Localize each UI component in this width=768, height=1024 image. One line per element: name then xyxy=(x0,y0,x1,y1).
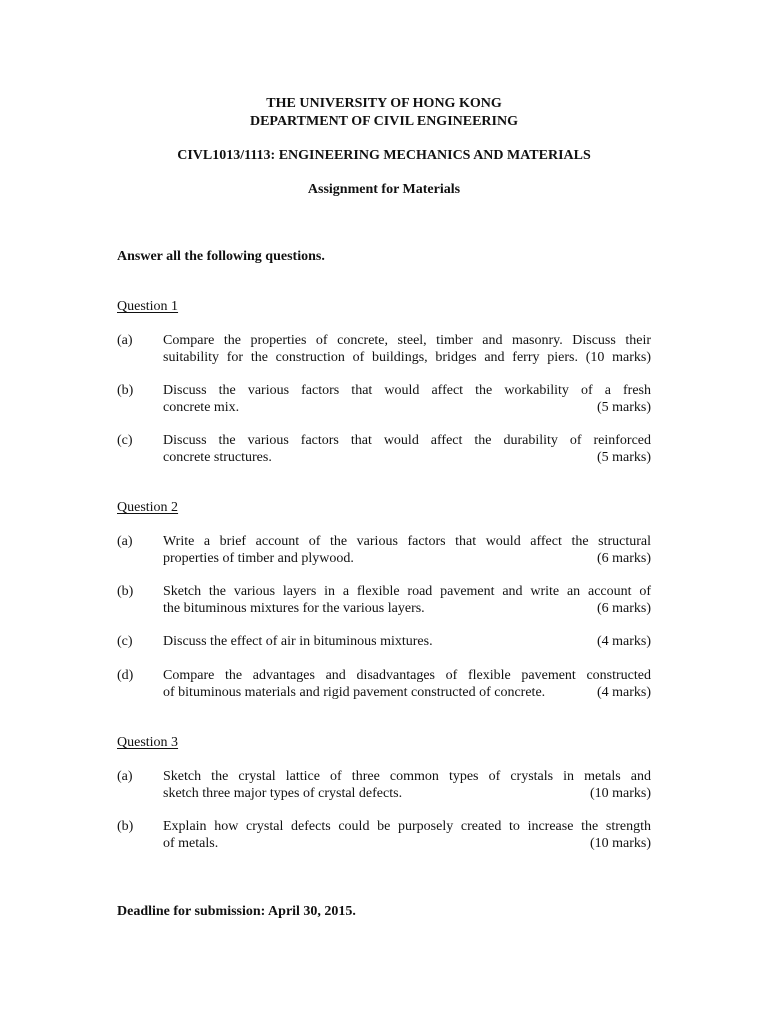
item-letter: (a) xyxy=(117,534,133,549)
item-text-line-2: of bituminous materials and rigid pavement constructed of concrete. xyxy=(163,685,546,700)
item-text-line-2: of metals. xyxy=(163,836,219,851)
item-letter: (a) xyxy=(117,333,133,348)
item-letter: (d) xyxy=(117,668,134,683)
item-text-line-1: Compare the properties of concrete, steel, timber and masonry. Discuss their xyxy=(163,333,651,348)
item-letter: (c) xyxy=(117,433,133,448)
item-text-line-1: Write a brief account of the various factors that would affect the structural xyxy=(163,534,651,549)
item-text-line-1: Compare the advantages and disadvantages of flexible pavement constructed xyxy=(163,668,651,683)
item-text-line-1: Discuss the various factors that would affect the durability of reinforced xyxy=(163,433,651,448)
item-text-line-1: Discuss the effect of air in bituminous mixtures. xyxy=(163,634,433,649)
assignment-title: Assignment for Materials xyxy=(307,182,461,197)
item-marks: (4 marks) xyxy=(596,685,651,700)
item-letter: (a) xyxy=(117,769,133,784)
item-text-line-1: Explain how crystal defects could be purposely created to increase the strength xyxy=(163,819,651,834)
item-text-line-2: the bituminous mixtures for the various layers. xyxy=(163,601,425,616)
item-letter: (b) xyxy=(117,584,134,599)
question-1-heading: Question 1 xyxy=(117,299,179,314)
item-text-line-2: concrete structures. xyxy=(163,450,272,465)
item-text-line-2: properties of timber and plywood. xyxy=(163,551,354,566)
item-text-line-1: Sketch the various layers in a flexible road pavement and write an account of xyxy=(163,584,651,599)
item-letter: (b) xyxy=(117,383,134,398)
item-letter: (b) xyxy=(117,819,134,834)
item-text-line-2: concrete mix. xyxy=(163,400,240,415)
item-marks: (4 marks) xyxy=(596,634,651,649)
university-title: THE UNIVERSITY OF HONG KONG xyxy=(266,96,502,111)
item-marks: (10 marks) xyxy=(589,786,651,801)
item-marks: (6 marks) xyxy=(596,551,651,566)
deadline-text: Deadline for submission: April 30, 2015. xyxy=(117,904,356,919)
question-2-heading: Question 2 xyxy=(117,500,179,515)
item-text-line-2: sketch three major types of crystal defects. xyxy=(163,786,403,801)
item-text-line-1: Discuss the various factors that would affect the workability of a fresh xyxy=(163,383,651,398)
item-letter: (c) xyxy=(117,634,133,649)
course-title: CIVL1013/1113: ENGINEERING MECHANICS AND MATERIALS xyxy=(177,148,591,163)
item-marks: (10 marks) xyxy=(589,836,651,851)
question-3-heading: Question 3 xyxy=(117,735,179,750)
instruction-text: Answer all the following questions. xyxy=(117,249,325,264)
item-text-line-2: suitability for the construction of buildings, bridges and ferry piers. (10 marks) xyxy=(163,350,651,365)
item-marks: (5 marks) xyxy=(596,400,651,415)
item-marks: (5 marks) xyxy=(596,450,651,465)
department-title: DEPARTMENT OF CIVIL ENGINEERING xyxy=(249,114,518,129)
item-text-line-1: Sketch the crystal lattice of three common types of crystals in metals and xyxy=(163,769,651,784)
item-marks: (6 marks) xyxy=(596,601,651,616)
